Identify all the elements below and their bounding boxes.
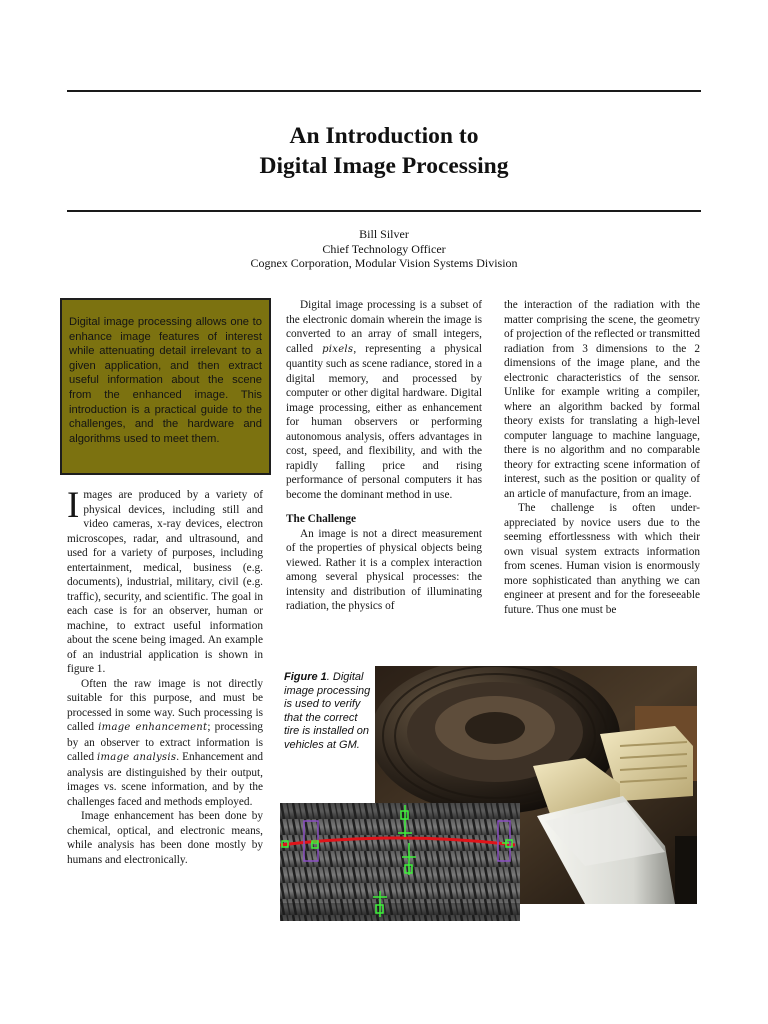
title-rule bbox=[67, 210, 701, 212]
paragraph-text: . Enhancement and analysis are distinguished by their output, images vs. scene information, and by the challenges faced and methods employed. bbox=[67, 751, 264, 808]
column-2 bbox=[286, 298, 482, 614]
top-rule bbox=[67, 90, 701, 92]
paragraph bbox=[67, 677, 263, 810]
paragraph-text: ; processing by an observer to extract information is called bbox=[67, 721, 264, 763]
paragraph bbox=[286, 298, 482, 502]
tire-tread-image bbox=[280, 803, 520, 921]
column-1 bbox=[67, 485, 264, 867]
drop-cap: I bbox=[67, 485, 80, 526]
section-heading: The Challenge bbox=[286, 513, 356, 525]
author-block bbox=[0, 227, 768, 271]
paragraph-text: mages are produced by a variety of physical devices, including still and video cameras, x-ray devices, electron microscopes, radar, and ultrasound, and used for a variety of purposes, including entertainment, medical, business (e.g. documents), industrial, military, civil (e.g. traffic), security, and scientific. The goal in each case is for an observer, human or machine, to extract useful information about the scene being imaged. An example of an industrial application is shown in figure 1. bbox=[67, 489, 263, 675]
title-line-2: Digital Image Processing bbox=[259, 153, 509, 179]
abstract-box bbox=[60, 298, 271, 475]
author-role: Chief Technology Officer bbox=[322, 241, 446, 256]
figure-label: Figure 1 bbox=[284, 671, 327, 683]
paragraph: Image enhancement has been done by chemical, optical, and electronic means, while analysis has been done mostly by humans and electronically. bbox=[67, 810, 263, 866]
paragraph-text: Often the raw image is not directly suitable for this purpose, and must be processed in some way. Such processing is called bbox=[67, 677, 263, 733]
term-image-enhancement: image enhancement bbox=[98, 722, 208, 733]
term-pixels: pixels bbox=[322, 343, 354, 355]
paragraph: the interaction of the radiation with the matter comprising the scene, the geometry of projection of the reflected or transmitted radiation from 3 dimensions to the 2 dimensions of the image plane, and the electronic characteristics of the sensor. Unlike for example writing a compiler, where an algorithm backed by formal theory exists for translating a high-level computer language to machine language, there is no algorithm and no comparable theory for extracting scene information of interest, such as the position or quality of an article of manufacture, from an image. bbox=[504, 299, 700, 500]
figure-caption bbox=[284, 671, 372, 752]
paragraph bbox=[67, 485, 263, 677]
paragraph: The challenge is often under-appreciated by novice users due to the seeming effortlessness with which their own visual system extracts information from scenes. Human vision is enormously more sophisticated than anything we can engineer at present and for the foreseeable future. Thus one must be bbox=[504, 502, 700, 616]
title-line-1: An Introduction to bbox=[289, 123, 479, 149]
paragraph-text: , representing a physical quantity such as scene radiance, stored in a digital memory, and processed by computer or other digital hardware. Digital image processing, either as enhancement for human observers or performing autonomous analysis, offers advantages in cost, speed, and flexibility, and with the rapidly falling price and rising performance of personal computers it has become the dominant method in use. bbox=[286, 342, 482, 501]
author-org: Cognex Corporation, Modular Vision Systems Division bbox=[250, 256, 518, 270]
abstract-text: Digital image processing allows one to enhance image features of interest while attenuating detail irrelevant to a given application, and then extract useful information about the scene from the enhanced image. This introduction is a practical guide to the challenges, and the hardware and algorithms used to meet them. bbox=[69, 316, 262, 445]
term-image-analysis: image analysis bbox=[97, 752, 177, 763]
paragraph-text: Digital image processing is a subset of the electronic domain wherein the image is converted to an array of small integers, called bbox=[286, 299, 482, 355]
author-name: Bill Silver bbox=[359, 227, 409, 241]
paragraph: An image is not a direct measurement of the properties of physical objects being viewed. Rather it is a complex interaction among several physical processes: the intensity and distribution of illuminating radiation, the physics of bbox=[286, 527, 482, 612]
page-title bbox=[0, 121, 768, 181]
figure-caption-text: . Digital image processing is used to verify that the correct tire is installed on vehicles at GM. bbox=[284, 671, 371, 751]
column-3 bbox=[504, 298, 700, 617]
